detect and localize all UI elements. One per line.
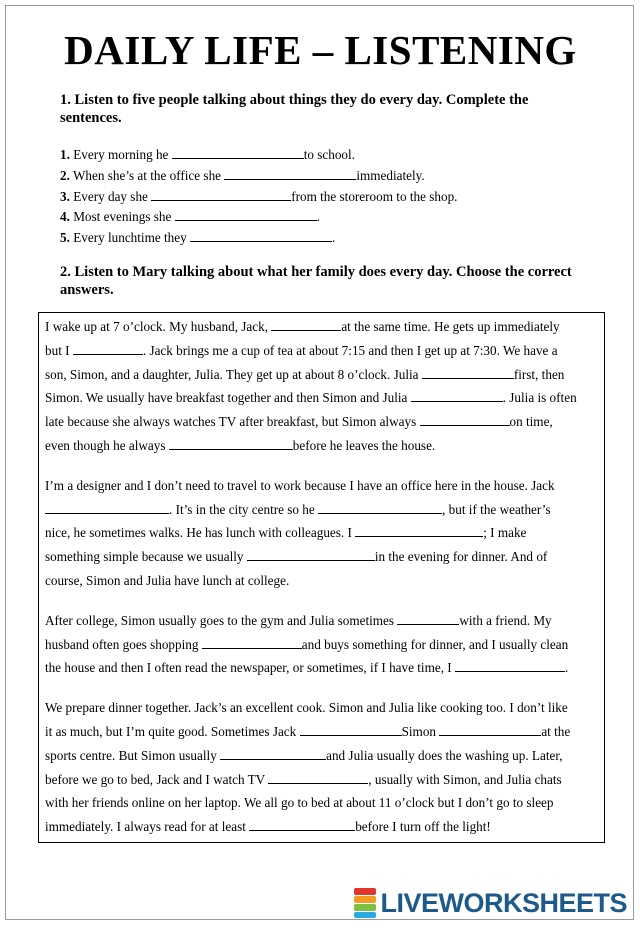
text-segment: first, then <box>513 366 565 382</box>
item-text: to school. <box>303 147 355 162</box>
item-number: 5. <box>60 230 70 246</box>
text-segment: . It’s in the city centre so he <box>169 501 319 517</box>
text-segment: Simon. We usually have breakfast together and then Simon and Julia <box>45 390 411 406</box>
text-line <box>45 521 598 545</box>
text-line <box>45 744 598 768</box>
answer-blank[interactable] <box>220 748 326 760</box>
answer-blank[interactable] <box>268 772 368 784</box>
text-segment: course, Simon and Julia have lunch at college. <box>45 572 290 588</box>
answer-blank[interactable] <box>318 502 442 514</box>
text-segment: nice, he sometimes walks. He has lunch with colleagues. I <box>45 525 356 541</box>
text-segment: before I turn off the light! <box>355 819 491 835</box>
text-line <box>45 410 598 434</box>
text-segment: at the <box>541 723 571 739</box>
answer-blank[interactable] <box>247 549 375 561</box>
item-number: 4. <box>60 209 70 225</box>
text-segment: , but if the weather’s <box>442 501 551 517</box>
answer-blank[interactable] <box>420 414 510 426</box>
text-segment: but I <box>45 342 73 358</box>
text-line <box>45 434 598 458</box>
text-segment: After college, Simon usually goes to the gym and Julia sometimes <box>45 612 398 628</box>
text-segment: We prepare dinner together. Jack’s an excellent cook. Simon and Julia like cooking too. I don’t like <box>45 700 568 716</box>
text-segment: even though he always <box>45 437 169 453</box>
text-segment: in the evening for dinner. And of <box>374 549 548 565</box>
worksheet-title: DAILY LIFE – LISTENING <box>64 27 577 73</box>
section1-sentences <box>60 145 457 249</box>
text-line <box>45 498 598 522</box>
item-text: Most evenings she <box>69 209 175 225</box>
text-line <box>45 569 598 593</box>
answer-blank[interactable] <box>271 319 341 331</box>
sentence-item <box>60 166 457 187</box>
item-number: 1. <box>60 147 70 162</box>
text-segment: it as much, but I’m quite good. Sometimes Jack <box>45 723 300 739</box>
answer-blank[interactable] <box>249 819 355 831</box>
answer-blank[interactable] <box>172 147 304 159</box>
sentence-item <box>60 187 457 208</box>
text-segment: ; I make <box>483 525 527 541</box>
text-segment: with a friend. My <box>459 612 552 628</box>
text-line <box>45 545 598 569</box>
text-segment: at the same time. He gets up immediately <box>341 319 560 334</box>
text-segment: , usually with Simon, and Julia chats <box>368 771 562 787</box>
answer-blank[interactable] <box>455 660 565 672</box>
answer-blank[interactable] <box>439 724 541 736</box>
text-line <box>45 633 598 657</box>
item-text: immediately. <box>356 167 425 183</box>
answer-blank[interactable] <box>73 343 143 355</box>
text-line <box>45 768 598 792</box>
answer-blank[interactable] <box>397 613 459 625</box>
text-segment: . Jack brings me a cup of tea at about 7:15 and then I get up at 7:30. We have a <box>142 342 558 358</box>
text-line <box>45 339 598 363</box>
text-segment: with her friends online on her laptop. We all go to bed at about 11 o’clock but I don’t go to sleep <box>45 795 554 811</box>
text-segment: . <box>564 660 569 676</box>
text-segment: I’m a designer and I don’t need to travel to work because I have an office here in the house. Jack <box>45 477 555 493</box>
text-segment: sports centre. But Simon usually <box>45 747 221 763</box>
text-segment: something simple because we usually <box>45 549 247 565</box>
text-line <box>45 791 598 815</box>
text-line <box>45 363 598 387</box>
answer-blank[interactable] <box>224 168 356 180</box>
item-number: 3. <box>60 188 70 204</box>
text-segment: on time, <box>509 414 553 430</box>
text-segment: and buys something for dinner, and I usually clean <box>301 636 569 652</box>
item-text: Every lunchtime they <box>69 230 191 246</box>
answer-blank[interactable] <box>45 502 169 514</box>
liveworksheets-logo-icon <box>354 888 376 918</box>
sentence-item <box>60 207 457 228</box>
answer-blank[interactable] <box>422 367 514 379</box>
answer-blank[interactable] <box>190 230 332 242</box>
text-line <box>45 815 598 839</box>
text-segment: . Julia is often <box>502 390 577 406</box>
answer-blank[interactable] <box>175 209 317 221</box>
answer-blank[interactable] <box>202 637 302 649</box>
text-segment: and Julia usually does the washing up. Later, <box>326 747 563 763</box>
text-line <box>45 656 598 680</box>
listening-text-box <box>38 312 605 843</box>
text-line <box>45 315 598 339</box>
text-segment: son, Simon, and a daughter, Julia. They get up at about 8 o’clock. Julia <box>45 366 422 382</box>
logo-text: LIVEWORKSHEETS <box>380 887 627 918</box>
answer-blank[interactable] <box>411 390 503 402</box>
answer-blank[interactable] <box>151 189 291 201</box>
item-number: 2. <box>60 167 70 183</box>
item-text: When she’s at the office she <box>69 167 225 183</box>
item-text: Every day she <box>69 188 152 204</box>
section2-heading: 2. Listen to Mary talking about what her family does every day. Choose the correct answers. <box>60 264 572 298</box>
text-segment: before we go to bed, Jack and I watch TV <box>45 771 269 787</box>
text-line <box>45 696 598 720</box>
item-text: . <box>332 230 336 246</box>
sentence-item <box>60 228 457 249</box>
text-segment: before he leaves the house. <box>292 437 436 453</box>
answer-blank[interactable] <box>169 438 293 450</box>
liveworksheets-logo[interactable] <box>354 887 627 919</box>
text-segment: Simon <box>401 723 440 739</box>
text-line <box>45 609 598 633</box>
answer-blank[interactable] <box>355 525 483 537</box>
text-line <box>45 386 598 410</box>
text-segment: I wake up at 7 o’clock. My husband, Jack, <box>45 319 272 334</box>
text-segment: husband often goes shopping <box>45 636 202 652</box>
item-text: from the storeroom to the shop. <box>291 188 458 204</box>
text-segment: late because she always watches TV after breakfast, but Simon always <box>45 414 420 430</box>
sentence-item <box>60 145 457 166</box>
text-segment: the house and then I often read the newspaper, or sometimes, if I have time, I <box>45 660 455 676</box>
item-text: Every morning he <box>69 147 172 162</box>
section1-heading: 1. Listen to five people talking about things they do every day. Complete the sentences. <box>60 92 529 126</box>
text-segment: immediately. I always read for at least <box>45 819 250 835</box>
answer-blank[interactable] <box>300 724 402 736</box>
text-line <box>45 720 598 744</box>
text-line <box>45 474 598 498</box>
item-text: . <box>316 209 320 225</box>
